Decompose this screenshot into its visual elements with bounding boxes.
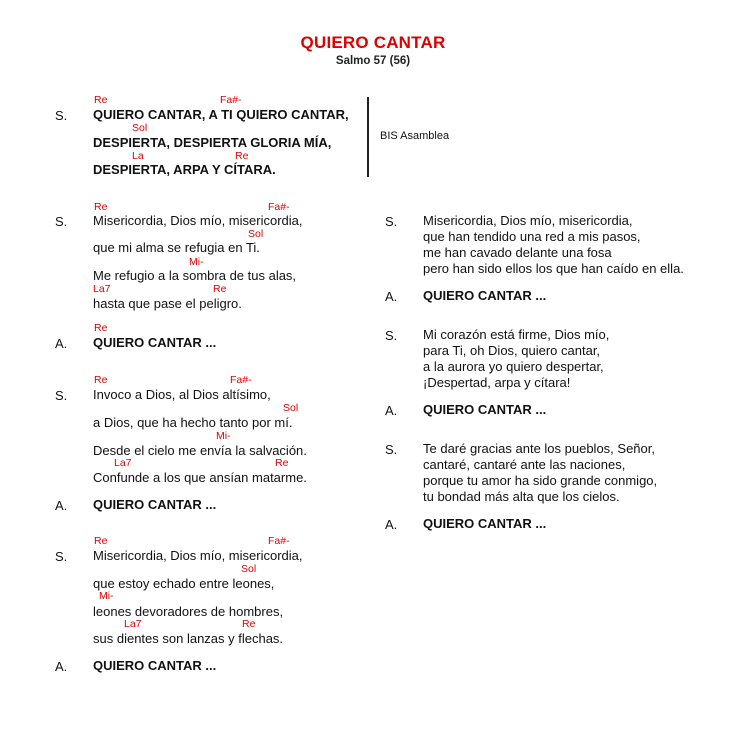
chord: Re (94, 201, 108, 213)
label-asamblea: A. (55, 659, 68, 674)
verse-line: Misericordia, Dios mío, misericordia, (423, 213, 633, 228)
response-line: QUIERO CANTAR ... (423, 516, 547, 531)
verse-line: Confunde a los que ansían matarme. (93, 470, 307, 485)
verse-line: para Ti, oh Dios, quiero cantar, (423, 343, 601, 358)
verse-line: ¡Despertad, arpa y cítara! (423, 375, 571, 390)
verse-line: tu bondad más alta que los cielos. (423, 489, 620, 504)
bis-divider (367, 97, 369, 177)
verse-line: a la aurora yo quiero despertar, (423, 359, 604, 374)
chord: Re (213, 283, 227, 295)
label-asamblea: A. (55, 336, 68, 351)
verse-line: cantaré, cantaré ante las naciones, (423, 457, 626, 472)
chord: Sol (283, 402, 299, 414)
chord: La (132, 150, 144, 162)
label-asamblea: A. (385, 403, 398, 418)
verse-line: Te daré gracias ante los pueblos, Señor, (423, 441, 655, 456)
label-solista: S. (55, 549, 68, 564)
verse-line: Invoco a Dios, al Dios altísimo, (93, 387, 271, 402)
chord: Sol (132, 122, 148, 134)
verse-line: hasta que pase el peligro. (93, 296, 242, 311)
chord: Re (94, 94, 108, 106)
chord: Sol (248, 228, 264, 240)
chord: Re (275, 457, 289, 469)
label-solista: S. (55, 214, 68, 229)
verse-line: Misericordia, Dios mío, misericordia, (93, 213, 303, 228)
chord: Re (235, 150, 249, 162)
verse-line: Me refugio a la sombra de tus alas, (93, 268, 297, 283)
refrain-line: DESPIERTA, ARPA Y CÍTARA. (93, 162, 276, 177)
verse-line: pero han sido ellos los que han caído en ella. (423, 261, 684, 276)
label-solista: S. (385, 442, 398, 457)
response-line: QUIERO CANTAR ... (423, 402, 547, 417)
verse-line: leones devoradores de hombres, (93, 604, 284, 619)
response-line: QUIERO CANTAR ... (423, 288, 547, 303)
label-solista: S. (385, 328, 398, 343)
chord: Re (94, 322, 108, 334)
song-subtitle: Salmo 57 (56) (335, 55, 411, 67)
verse-line: porque tu amor ha sido grande conmigo, (423, 473, 658, 488)
label-asamblea: A. (385, 289, 398, 304)
song-title: QUIERO CANTAR (300, 33, 446, 52)
verse-line: a Dios, que ha hecho tanto por mí. (93, 415, 293, 430)
verse-line: Mi corazón está firme, Dios mío, (423, 327, 610, 342)
chord: Sol (241, 563, 257, 575)
refrain-line: DESPIERTA, DESPIERTA GLORIA MÍA, (93, 135, 332, 150)
verse-line: me han cavado delante una fosa (423, 245, 612, 260)
refrain-line: QUIERO CANTAR, A TI QUIERO CANTAR, (93, 107, 349, 122)
verse-line: que estoy echado entre leones, (93, 576, 275, 591)
verse-line: que han tendido una red a mis pasos, (423, 229, 641, 244)
label-asamblea: A. (55, 498, 68, 513)
chord: Re (94, 535, 108, 547)
verse-line: sus dientes son lanzas y flechas. (93, 631, 284, 646)
chord: Mi- (99, 590, 114, 602)
response-line: QUIERO CANTAR ... (93, 335, 217, 350)
chord: La7 (93, 283, 111, 295)
verse-line: que mi alma se refugia en Ti. (93, 240, 260, 255)
chord: Mi- (216, 430, 231, 442)
chord: Fa#- (220, 94, 242, 106)
chord: Re (94, 374, 108, 386)
response-line: QUIERO CANTAR ... (93, 497, 217, 512)
chord: La7 (124, 618, 142, 630)
chord: Re (242, 618, 256, 630)
chord: Fa#- (268, 201, 290, 213)
chord: Mi- (189, 256, 204, 268)
bis-note: BIS Asamblea (380, 130, 450, 142)
label-solista: S. (55, 388, 68, 403)
label-asamblea: A. (385, 517, 398, 532)
chord: Fa#- (230, 374, 252, 386)
label-solista: S. (55, 108, 68, 123)
verse-line: Desde el cielo me envía la salvación. (93, 443, 307, 458)
label-solista: S. (385, 214, 398, 229)
chord: Fa#- (268, 535, 290, 547)
chord: La7 (114, 457, 132, 469)
verse-line: Misericordia, Dios mío, misericordia, (93, 548, 303, 563)
response-line: QUIERO CANTAR ... (93, 658, 217, 673)
